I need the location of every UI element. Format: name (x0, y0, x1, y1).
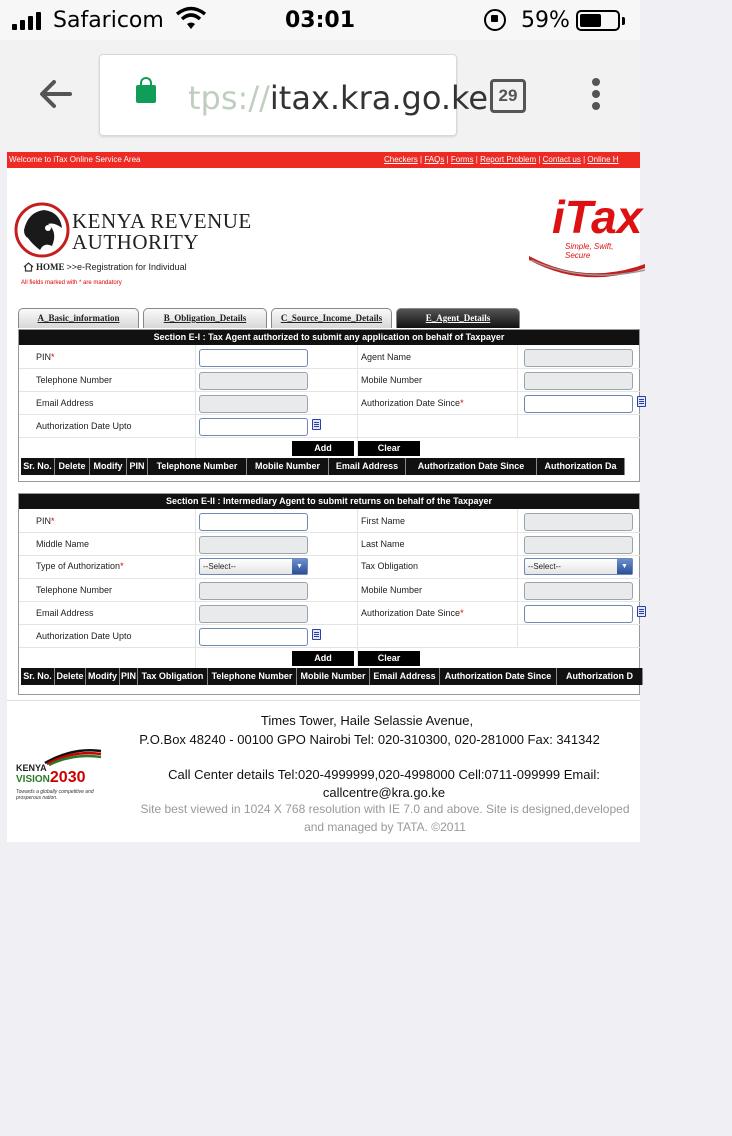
auth-since-input[interactable] (524, 605, 633, 623)
breadcrumb-path: >>e-Registration for Individual (66, 262, 187, 272)
chevron-down-icon: ▼ (617, 559, 632, 574)
tab-obligation-details[interactable]: B_Obligation_Details (143, 308, 267, 328)
clear-button[interactable]: Clear (358, 651, 420, 666)
clock: 03:01 (284, 8, 356, 33)
calendar-icon[interactable] (637, 396, 646, 407)
email-field[interactable] (199, 605, 308, 623)
intermediary-table-header (21, 668, 643, 685)
col-telephone: Telephone Number (208, 668, 297, 685)
address-bar[interactable] (99, 54, 489, 136)
auth-upto-input[interactable] (199, 628, 308, 646)
footer-best-viewed: Site best viewed in 1024 X 768 resolution with IE 7.0 and above. Site is designed,developed and managed by TATA. ©2011 (140, 802, 630, 834)
col-tax-obligation: Tax Obligation (138, 668, 208, 685)
first-name-field[interactable] (524, 513, 633, 531)
kra-name-line2: AUTHORITY (72, 230, 199, 254)
tax-obligation-label: Tax Obligation (361, 561, 419, 571)
kra-name-line1: KENYA REVENUE (72, 209, 252, 233)
breadcrumb-home[interactable]: HOME (36, 262, 65, 272)
col-pin: PIN (120, 668, 138, 685)
status-bar (0, 0, 640, 40)
col-auth-upto: Authorization Da (537, 458, 625, 475)
telephone-field[interactable] (199, 372, 308, 390)
pin-input[interactable] (199, 513, 308, 531)
calendar-icon[interactable] (637, 606, 646, 617)
kra-name (72, 211, 252, 253)
orientation-lock-icon (484, 9, 506, 31)
add-button[interactable]: Add (292, 441, 354, 456)
section-title: Section E-I : Tax Agent authorized to submit any application on behalf of Taxpayer (19, 330, 639, 345)
middle-name-label: Middle Name (36, 539, 90, 549)
auth-since-label: Authorization Date Since* (361, 608, 464, 618)
mandatory-note: All fields marked with * are mandatory (21, 280, 122, 286)
auth-since-input[interactable] (524, 395, 633, 413)
link-faqs[interactable]: FAQs (424, 155, 445, 164)
col-pin: PIN (127, 458, 148, 475)
pin-input[interactable] (199, 349, 308, 367)
section-title: Section E-II : Intermediary Agent to submit returns on behalf of the Taxpayer (19, 494, 639, 509)
itax-logo: iTax (552, 191, 643, 243)
itax-tagline: Simple, Swift, Secure (565, 242, 614, 260)
col-mobile: Mobile Number (247, 458, 329, 475)
footer-address-2: P.O.Box 48240 - 00100 GPO Nairobi Tel: 020-310300, 020-281000 Fax: 341342 (139, 732, 600, 747)
link-contact-us[interactable]: Contact us (542, 155, 581, 164)
battery-nub (622, 17, 625, 25)
col-mobile: Mobile Number (297, 668, 370, 685)
col-auth-upto: Authorization D (557, 668, 643, 685)
home-icon[interactable] (23, 262, 34, 272)
vision-title: VISION2030 (16, 769, 86, 786)
calendar-icon[interactable] (312, 419, 321, 430)
col-email: Email Address (329, 458, 406, 475)
footer-address-1: Times Tower, Haile Selassie Avenue, (260, 713, 474, 728)
auth-upto-input[interactable] (199, 418, 308, 436)
kenya-flag-swoosh (43, 747, 103, 765)
pin-label: PIN* (36, 516, 55, 526)
last-name-field[interactable] (524, 536, 633, 554)
agent-name-field[interactable] (524, 349, 633, 367)
breadcrumb (23, 262, 187, 272)
site-header (7, 168, 643, 268)
col-auth-since: Authorization Date Since (406, 458, 537, 475)
vision-kenya: KENYA (16, 763, 47, 773)
chevron-down-icon: ▼ (292, 559, 307, 574)
link-checkers[interactable]: Checkers (384, 155, 418, 164)
agent-table-header (21, 458, 625, 475)
tab-basic-information[interactable]: A_Basic_information (18, 308, 139, 328)
col-email: Email Address (370, 668, 440, 685)
welcome-text: Welcome to iTax Online Service Area (9, 155, 141, 164)
section-tax-agent (18, 329, 640, 482)
middle-name-field[interactable] (199, 536, 308, 554)
link-forms[interactable]: Forms (450, 155, 474, 164)
tab-source-income-details[interactable]: C_Source_Income_Details (271, 308, 392, 328)
more-options-icon[interactable] (588, 78, 604, 116)
clear-button[interactable]: Clear (358, 441, 420, 456)
col-telephone: Telephone Number (148, 458, 247, 475)
form-tabs (18, 308, 520, 328)
battery-percentage: 59% (521, 8, 570, 33)
link-report-problem[interactable]: Report Problem (480, 155, 537, 164)
col-modify: Modify (86, 668, 120, 685)
back-arrow-icon[interactable] (36, 74, 76, 114)
mobile-field[interactable] (524, 372, 633, 390)
auth-upto-label: Authorization Date Upto (36, 631, 132, 641)
auth-since-label: Authorization Date Since* (361, 398, 464, 408)
section-intermediary-agent (18, 493, 640, 695)
battery-level (580, 14, 601, 27)
tab-agent-details[interactable]: E_Agent_Details (396, 308, 520, 328)
top-links: Checkers | FAQs | Forms | Report Problem | Contact us | Online H (384, 155, 619, 164)
footer-call-center: Call Center details Tel:020-4999999,020-4998000 Cell:0711-099999 Email: callcentre@kra.go.ke (168, 767, 600, 800)
telephone-label: Telephone Number (36, 375, 113, 385)
tab-switcher-button[interactable]: 29 (490, 79, 526, 113)
site-footer (7, 700, 640, 840)
tax-obligation-select[interactable]: --Select-- ▼ (524, 558, 633, 575)
telephone-field[interactable] (199, 582, 308, 600)
vision-tagline: Towards a globally competitive and prosperous nation. (16, 789, 94, 801)
calendar-icon[interactable] (312, 629, 321, 640)
link-online-help[interactable]: Online H (587, 155, 619, 164)
mobile-label: Mobile Number (361, 375, 423, 385)
col-sr-no: Sr. No. (21, 458, 55, 475)
col-delete: Delete (55, 458, 90, 475)
type-authorization-select[interactable]: --Select-- ▼ (199, 558, 308, 575)
agent-name-label: Agent Name (361, 352, 412, 362)
top-link-bar (7, 152, 640, 168)
telephone-label: Telephone Number (36, 585, 113, 595)
pin-label: PIN* (36, 352, 55, 362)
email-field[interactable] (199, 395, 308, 413)
email-label: Email Address (36, 398, 94, 408)
email-label: Email Address (36, 608, 94, 618)
type-authorization-label: Type of Authorization* (36, 561, 124, 571)
kra-lion-logo (14, 202, 70, 258)
col-modify: Modify (90, 458, 127, 475)
secure-lock-icon (136, 85, 156, 103)
mobile-label: Mobile Number (361, 585, 423, 595)
url-text: tps://itax.kra.go.ke (188, 79, 489, 117)
auth-upto-label: Authorization Date Upto (36, 421, 132, 431)
vision-2030-logo (15, 747, 105, 799)
carrier-name: Safaricom (53, 8, 164, 33)
first-name-label: First Name (361, 516, 406, 526)
col-sr-no: Sr. No. (21, 668, 55, 685)
col-auth-since: Authorization Date Since (440, 668, 557, 685)
mobile-field[interactable] (524, 582, 633, 600)
battery-icon (576, 10, 620, 31)
add-button[interactable]: Add (292, 651, 354, 666)
col-delete: Delete (55, 668, 86, 685)
last-name-label: Last Name (361, 539, 405, 549)
